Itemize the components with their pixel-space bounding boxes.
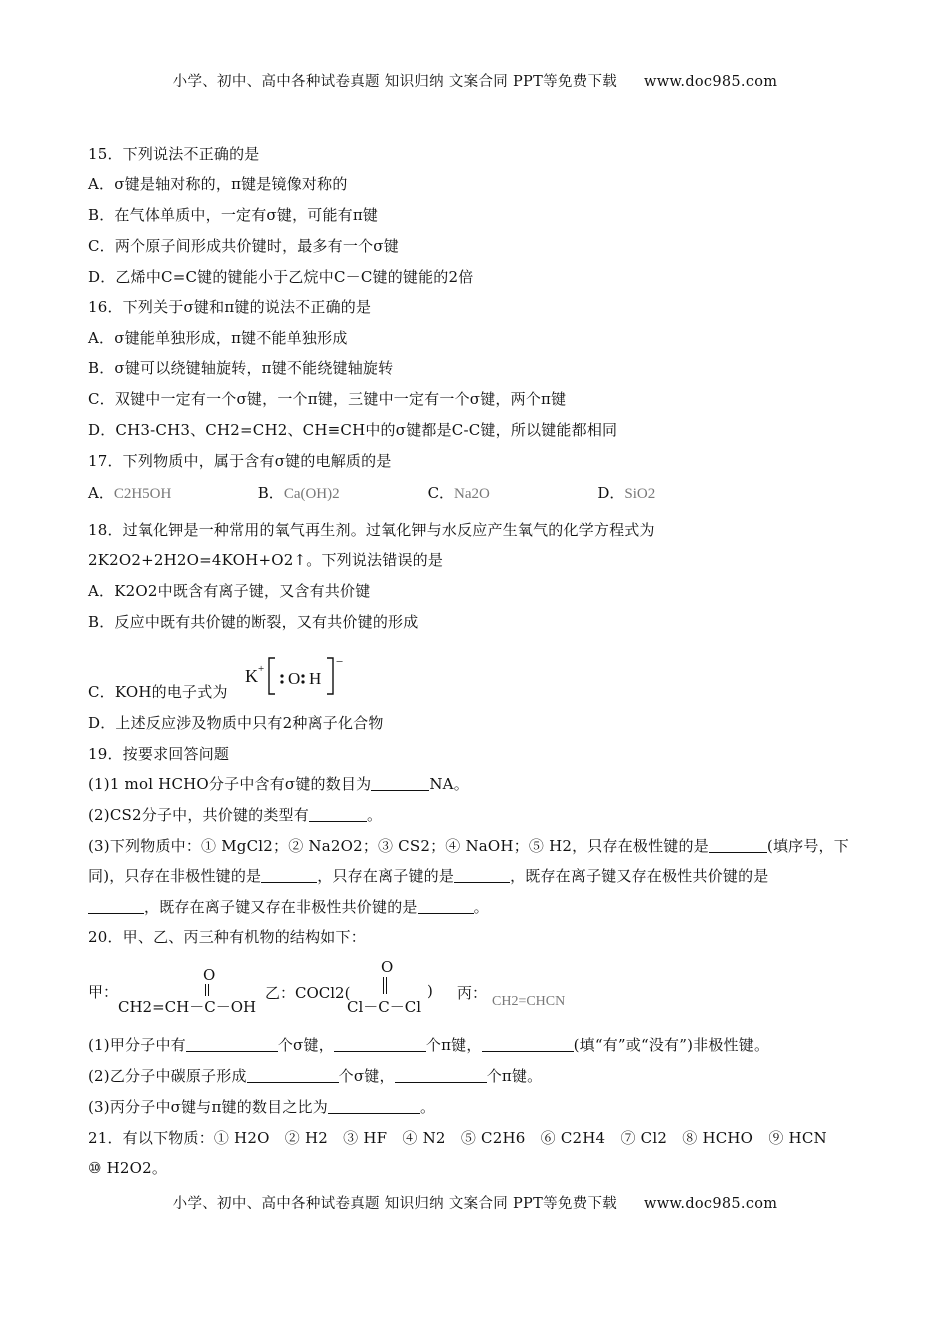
q19-p3-blank5[interactable] [418,899,474,914]
q20-p1-blank2[interactable] [334,1037,426,1052]
q16-option-d: D．CH3-CH3、CH2=CH2、CH≡CH中的σ键都是C-C键，所以键能都相同 [88,421,618,439]
q18-c-text: C．KOH的电子式为 [88,683,228,701]
header-text: 小学、初中、高中各种试卷真题 知识归纳 文案合同 PPT等免费下载 [172,74,618,90]
q16-option-b: B．σ键可以绕键轴旋转，π键不能绕键轴旋转 [88,359,394,377]
q17-stem: 17．下列物质中，属于含有σ键的电解质的是 [88,452,392,470]
q19-p3-blank4[interactable] [88,899,144,914]
q19-p3-text5: ，既存在离子键又存在非极性共价键的是 [144,898,418,916]
jia-formula: CH2=CH－C－OH [118,998,257,1016]
q19-part3-line3 [88,897,489,917]
q19-p3-blank2[interactable] [261,868,317,883]
yi-label: 乙：COCl2( [265,984,351,1002]
q19-p3-text: (3)下列物质中：① MgCl2；② Na2O2；③ CS2；④ NaOH；⑤ H2，只存在极性键的是 [88,837,709,855]
yi-formula: Cl－C－Cl [347,998,422,1016]
q20-p2-text2: 个σ键， [338,1067,395,1085]
q18-option-c [88,682,228,702]
jia-label: 甲： [88,983,119,1001]
q17-c-label: C． [427,484,455,502]
q19-p1-text: (1)1 mol HCHO分子中含有σ键的数目为 [88,775,372,793]
yi-oxygen: O [381,958,394,976]
q19-p2-blank[interactable] [309,807,367,822]
q19-p3-text2: 同)，只存在非极性键的是 [88,867,262,885]
q17-option-a [88,483,253,504]
jia-oxygen: O [203,966,216,984]
q20-p2-text3: 个π键。 [486,1067,543,1085]
q20-p2-blank2[interactable] [395,1068,487,1083]
q20-p3-blank[interactable] [328,1099,420,1114]
q17-a-label: A． [88,484,114,502]
page-footer [0,1192,950,1213]
q20-part1 [88,1035,769,1055]
bing-formula: CH2=CHCN [492,994,566,1009]
q15-stem: 15．下列说法不正确的是 [88,145,260,163]
q18-option-d: D．上述反应涉及物质中只有2种离子化合物 [88,714,384,732]
q19-p3-blank1[interactable] [709,838,767,853]
q20-p1-blank1[interactable] [186,1037,278,1052]
q19-stem: 19．按要求回答问题 [88,745,230,763]
q20-part2 [88,1066,542,1086]
q19-part3-line2 [88,866,768,886]
q19-p2-end: 。 [366,806,383,824]
q17-option-d [597,483,655,504]
q18-option-a: A．K2O2中既含有离子键，又含有共价键 [88,582,371,600]
q15-option-c: C．两个原子间形成共价键时，最多有一个σ键 [88,237,399,255]
header-url[interactable]: www.doc985.com [644,74,778,90]
q19-part3-line1 [88,836,849,856]
q17-d-value: SiO2 [624,486,656,502]
q21-stem-line2: ⑩ H2O2。 [88,1159,168,1177]
q16-option-c: C．双键中一定有一个σ键，一个π键，三键中一定有一个σ键，两个π键 [88,390,567,408]
q20-p1-text2: 个σ键， [277,1036,334,1054]
q18-stem-line1: 18．过氧化钾是一种常用的氧气再生剂。过氧化钾与水反应产生氧气的化学方程式为 [88,521,655,539]
q15-option-a: A．σ键是轴对称的，π键是镜像对称的 [88,175,348,193]
q18-option-b: B．反应中既有共价键的断裂，又有共价键的形成 [88,613,419,631]
q19-p3-end: 。 [473,898,489,916]
q19-p3-note: (填序号，下 [766,837,849,855]
q19-part2 [88,805,382,825]
q15-option-d: D．乙烯中C=C键的键能小于乙烷中C－C键的键能的2倍 [88,268,474,286]
koh-formula-drawing [243,654,353,698]
q16-stem: 16．下列关于σ键和π键的说法不正确的是 [88,298,372,316]
q17-d-label: D． [597,484,625,502]
q20-p2-text: (2)乙分子中碳原子形成 [88,1067,247,1085]
q20-p3-end: 。 [419,1098,436,1116]
footer-url[interactable]: www.doc985.com [644,1196,778,1212]
q19-p1-blank[interactable] [371,776,429,791]
q20-p1-text3: 个π键， [425,1036,482,1054]
q17-b-label: B． [257,484,284,502]
koh-electron-formula [243,654,353,698]
q19-p3-text3: ，只存在离子键的是 [317,867,455,885]
svg-text:H: H [309,669,322,688]
q20-stem: 20．甲、乙、丙三种有机物的结构如下： [88,928,366,946]
q16-option-a: A．σ键能单独形成，π键不能单独形成 [88,329,348,347]
svg-text:+: + [258,663,265,675]
q17-c-value: Na2O [454,486,490,502]
jia-double-bond [205,984,209,996]
bing-label: 丙： [457,984,488,1002]
q20-p1-blank3[interactable] [482,1037,574,1052]
q19-p3-text4: ，既存在离子键又存在极性共价键的是 [510,867,769,885]
q20-p1-text4: (填“有”或“没有”)非极性键。 [573,1036,770,1054]
svg-text:O: O [288,669,301,688]
q19-p1-unit: NA。 [429,775,469,793]
yi-close: ) [427,982,433,1000]
q19-p3-blank3[interactable] [454,868,510,883]
q19-p2-text: (2)CS2分子中，共价键的类型有 [88,806,309,824]
q17-option-c [428,483,593,504]
svg-text:−: − [336,654,344,669]
footer-text: 小学、初中、高中各种试卷真题 知识归纳 文案合同 PPT等免费下载 [172,1196,618,1212]
page-header [0,70,950,91]
q15-option-b: B．在气体单质中，一定有σ键，可能有π键 [88,206,379,224]
q20-p2-blank1[interactable] [247,1068,339,1083]
q18-stem-line2: 2K2O2+2H2O=4KOH+O2↑。下列说法错误的是 [88,551,444,569]
q17-options [88,483,655,504]
q17-a-value: C2H5OH [113,486,172,502]
q20-p1-text: (1)甲分子中有 [88,1036,186,1054]
yi-double-bond [383,977,387,994]
q19-part1 [88,774,469,794]
q21-stem: 21．有以下物质：① H2O ② H2 ③ HF ④ N2 ⑤ C2H6 ⑥ C2H4 ⑦ Cl2 ⑧ HCHO ⑨ HCN [88,1129,827,1147]
q17-b-value: Ca(OH)2 [283,486,340,502]
svg-text:K: K [245,666,258,686]
q20-p3-text: (3)丙分子中σ键与π键的数目之比为 [88,1098,328,1116]
q20-part3 [88,1097,435,1117]
q17-option-b [258,483,423,504]
